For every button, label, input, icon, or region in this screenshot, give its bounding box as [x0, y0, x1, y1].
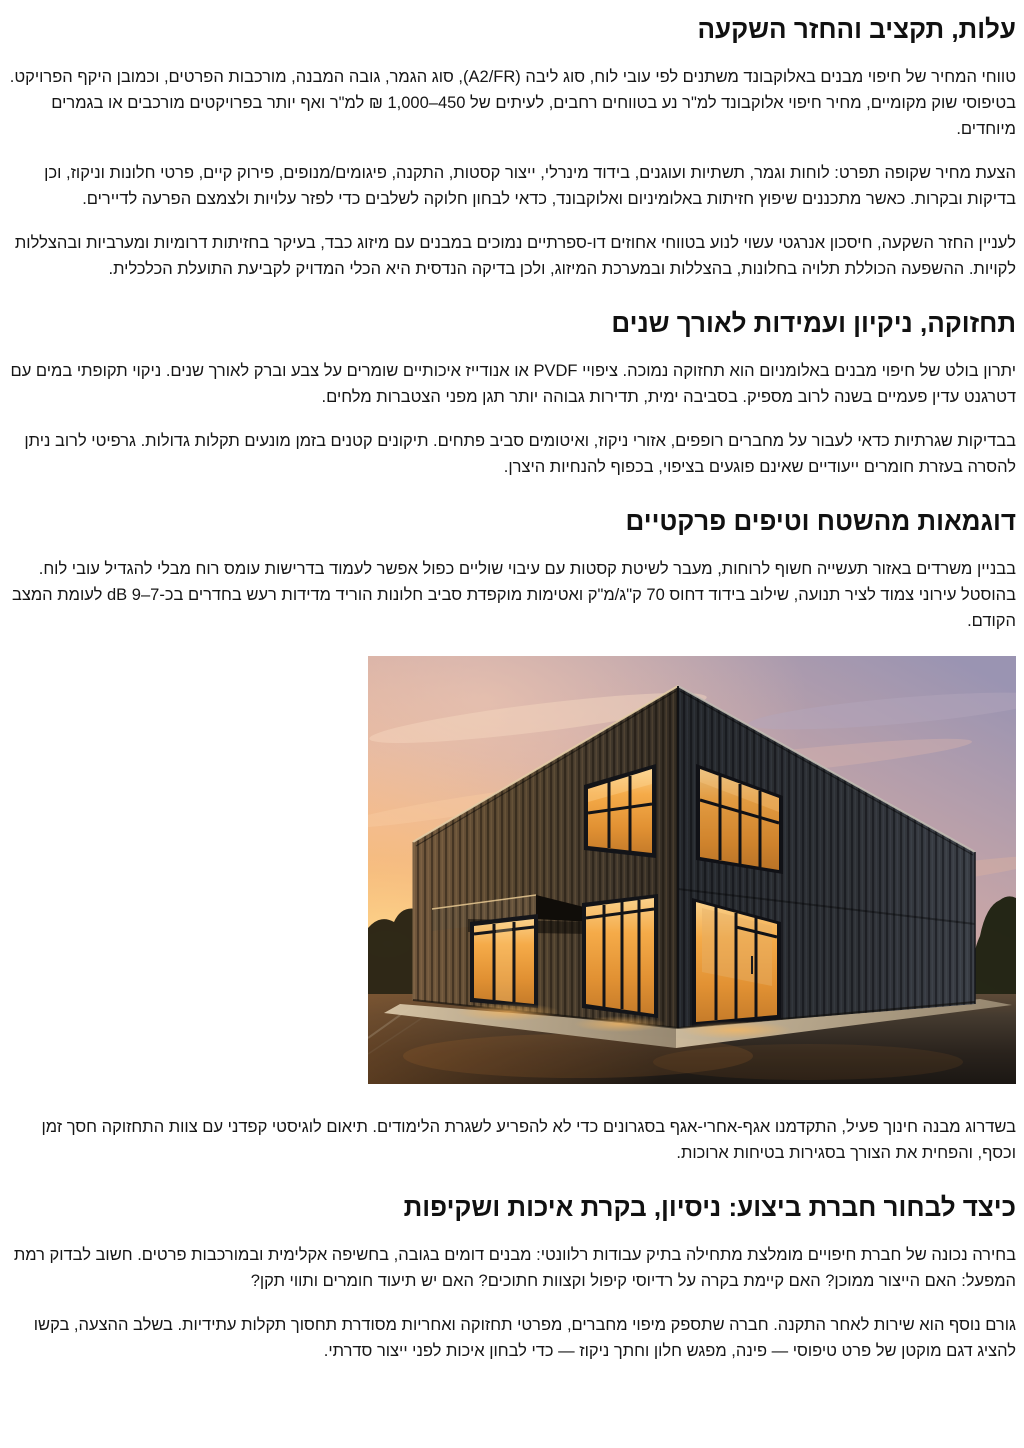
figure: [8, 656, 1016, 1092]
section-heading-maintenance: תחזוקה, ניקיון ועמידות לאורך שנים: [611, 308, 1016, 338]
paragraph: בבניין משרדים באזור תעשייה חשוף לרוחות, מעבר לשיטת קסטות עם עיבוי שוליים כפול אפשר לעמוד בדרישות עומס רוח מבלי להגדיל עובי לוח. בהוסטל עירוני צמוד לציר תנועה, שילוב בידוד דחוס 70 ק"ג/מ"ק ואטימות מוקפדת סביב חלונות הוריד מדידות רעש בחדרים בכ-7–9 dB לעומת המצב הקודם.: [11, 560, 1016, 630]
paragraph: יתרון בולט של חיפוי מבנים באלומניום הוא תחזוקה נמוכה. ציפויי PVDF או אנודייז איכותיים שומרים על צבע וברק לאורך שנים. ניקוי תקופתי במים עם דטרגנט עדין פעמיים בשנה לרוב מספיק. בסביבה ימית, תדירות גבוהה יותר תגן מפני הצטברות מלחים.: [10, 362, 1016, 406]
storefront-left: [582, 894, 658, 1018]
section-heading-examples: דוגמאות מהשטח וטיפים פרקטיים: [625, 506, 1016, 536]
paragraph: גורם נוסף הוא שירות לאחר התקנה. חברה שתספק מיפוי מחברים, מפרטי תחזוקה ואחריות מסודרת תחסוך תקלות עתידיות. בשלב ההצעה, בקשו להציג דגם מוקטן של פרט טיפוסי — פינה, מפגש חלון וחתך ניקוז — כדי לבחון איכות לפני ייצור סדרתי.: [33, 1316, 1016, 1360]
paragraph: בחירה נכונה של חברת חיפויים מומלצת מתחילה בתיק עבודות רלוונטי: מבנים דומים בגובה, בחשיפה אקלימית ובמורכבות פרטים. חשוב לבדוק רמת המפעל: האם הייצור ממוכן? האם קיימת בקרה על רדיוסי קיפול וקצוות חתוכים? האם יש תיעוד חומרים ותווי תקן?: [13, 1246, 1016, 1290]
building-dusk-photo: [368, 656, 1016, 1084]
paragraph: בבדיקות שגרתיות כדאי לעבור על מחברים רופפים, אזורי ניקוז, ואיטומים סביב פתחים. תיקונים קטנים בזמן מונעים תקלות גדולות. גרפיטי לרוב ניתן להסרה בעזרת חומרים ייעודיים שאינם פוגעים בציפוי, בכפוף להנחיות היצרן.: [24, 432, 1016, 476]
entrance-doors: [470, 914, 538, 1008]
paragraph: הצעת מחיר שקופה תפרט: לוחות וגמר, תשתיות ועוגנים, בידוד מינרלי, ייצור קסטות, התקנה, פיגומים/מנופים, פירוק קיים, פרטי חלונות וניקוז, וכן בדיקות ובקרות. כאשר מתכננים שיפוץ חזיתות באלומיניום ואלוקבונד, כדאי לבחון חלוקה לשלבים כדי לפזר עלויות ולצמצם הפרעה לדיירים.: [44, 164, 1016, 208]
section-heading-choosing-contractor: כיצד לבחור חברת ביצוע: ניסיון, בקרת איכות ושקיפות: [403, 1192, 1016, 1222]
paragraph: בשדרוג מבנה חינוך פעיל, התקדמנו אגף-אחרי-אגף בסגרונים כדי לא להפריע לשגרת הלימודים. תיאום לוגיסטי קפדני עם צוות התחזוקה חסך זמן וכסף, והפחית את הצורך בסגירות בטיחות ארוכות.: [41, 1118, 1016, 1162]
section-heading-costs: עלות, תקציב והחזר השקעה: [697, 14, 1016, 44]
paragraph: לעניין החזר השקעה, חיסכון אנרגטי עשוי לנוע בטווחי אחוזים דו-ספרתיים נמוכים במבנים עם מיזוג כבד, בעיקר בחזיתות דרומיות ומערביות ובהצללות לקויות. ההשפעה הכוללת תלויה בחלונות, בהצללות ובמערכת המיזוג, ולכן בדיקה הנדסית היא הכלי המדויק לקביעת התועלת הכלכלית.: [14, 234, 1016, 278]
paragraph: טווחי המחיר של חיפוי מבנים באלוקבונד משתנים לפי עובי לוח, סוג ליבה (A2/FR), סוג הגמר, גובה המבנה, מורכבות הפרטים, וכמובן היקף הפרויקט. בטיפוסי שוק מקומיים, מחיר חיפוי אלוקבונד למ"ר נע בטווחים רחבים, לעיתים של 450–1,000 ₪ למ"ר ואף יותר בפרויקטים מורכבים או בגמרים מיוחדים.: [9, 68, 1016, 138]
